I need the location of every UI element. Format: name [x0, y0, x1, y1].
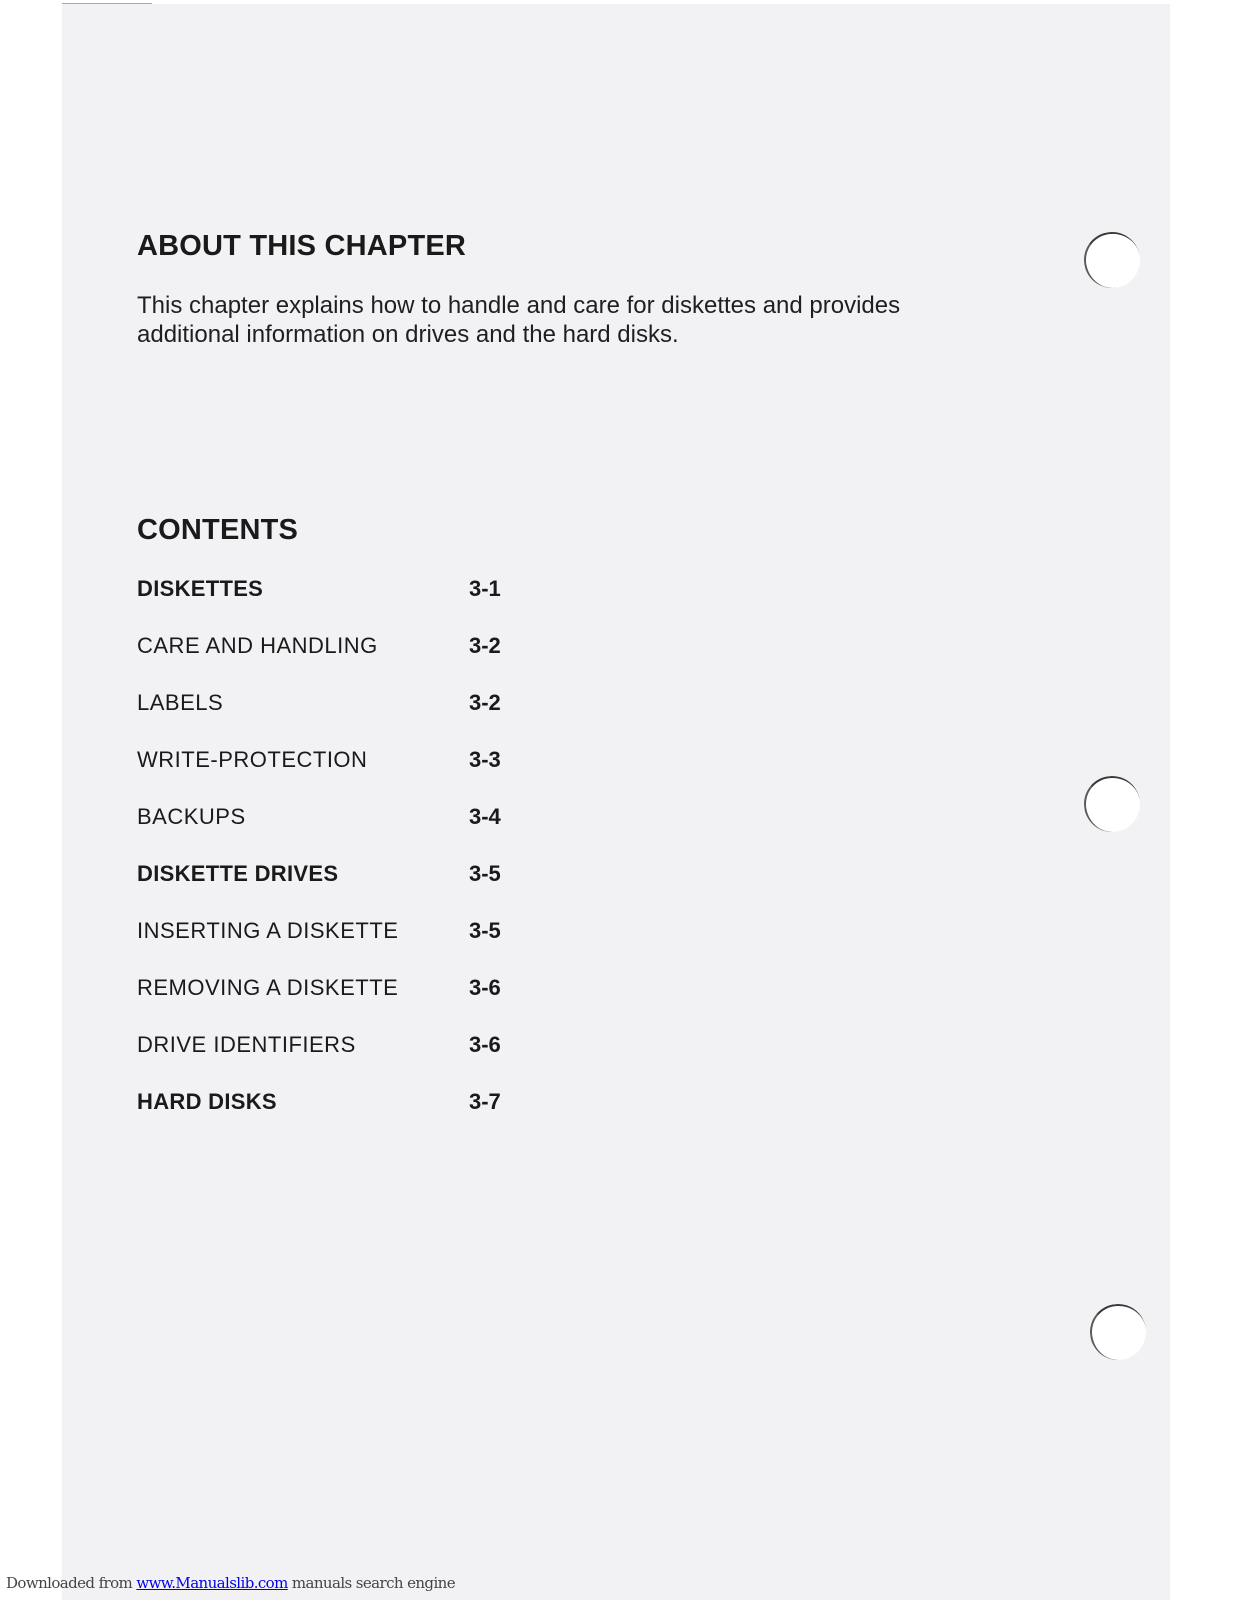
download-footer — [6, 1574, 455, 1592]
toc-item-page: 3-6 — [469, 975, 501, 1000]
toc-item-page: 3-6 — [469, 1032, 501, 1057]
toc-item-drive-identifiers — [137, 1030, 537, 1060]
toc-item-label: DISKETTES — [137, 576, 264, 601]
toc-item-page: 3-4 — [469, 804, 501, 829]
contents-heading: CONTENTS — [137, 514, 299, 546]
toc-item-labels — [137, 688, 537, 718]
toc-item-diskette-drives — [137, 859, 537, 889]
toc-item-hard-disks — [137, 1087, 537, 1117]
toc-item-label: DRIVE IDENTIFIERS — [137, 1032, 356, 1057]
toc-item-page: 3-5 — [469, 918, 501, 943]
toc-item-write-protection — [137, 745, 537, 775]
toc-item-page: 3-5 — [469, 861, 501, 886]
toc-item-label: WRITE-PROTECTION — [137, 747, 368, 772]
toc-item-label: DISKETTE DRIVES — [137, 861, 339, 886]
toc-item-label: LABELS — [137, 690, 224, 715]
about-heading: ABOUT THIS CHAPTER — [137, 230, 467, 262]
about-paragraph: This chapter explains how to handle and care for diskettes and provides additional information on drives and the hard disks. — [137, 292, 901, 348]
toc-item-inserting-a-diskette — [137, 916, 537, 946]
toc-item-care-and-handling — [137, 631, 537, 661]
toc-item-label: HARD DISKS — [137, 1089, 277, 1114]
toc-item-label: INSERTING A DISKETTE — [137, 918, 399, 943]
toc-item-page: 3-7 — [469, 1089, 501, 1114]
toc-item-label: CARE AND HANDLING — [137, 633, 378, 658]
toc-item-page: 3-2 — [469, 633, 501, 658]
toc-item-page: 3-3 — [469, 747, 501, 772]
toc-item-label: BACKUPS — [137, 804, 246, 829]
footer-suffix: manuals search engine — [287, 1574, 455, 1592]
footer-prefix: Downloaded from — [6, 1574, 137, 1592]
manualslib-link[interactable]: www.Manualslib.com — [136, 1574, 288, 1592]
toc-item-backups — [137, 802, 537, 832]
toc-item-diskettes — [137, 574, 537, 604]
toc-item-label: REMOVING A DISKETTE — [137, 975, 399, 1000]
toc-item-page: 3-2 — [469, 690, 501, 715]
toc-item-page: 3-1 — [469, 576, 501, 601]
toc-item-removing-a-diskette — [137, 973, 537, 1003]
